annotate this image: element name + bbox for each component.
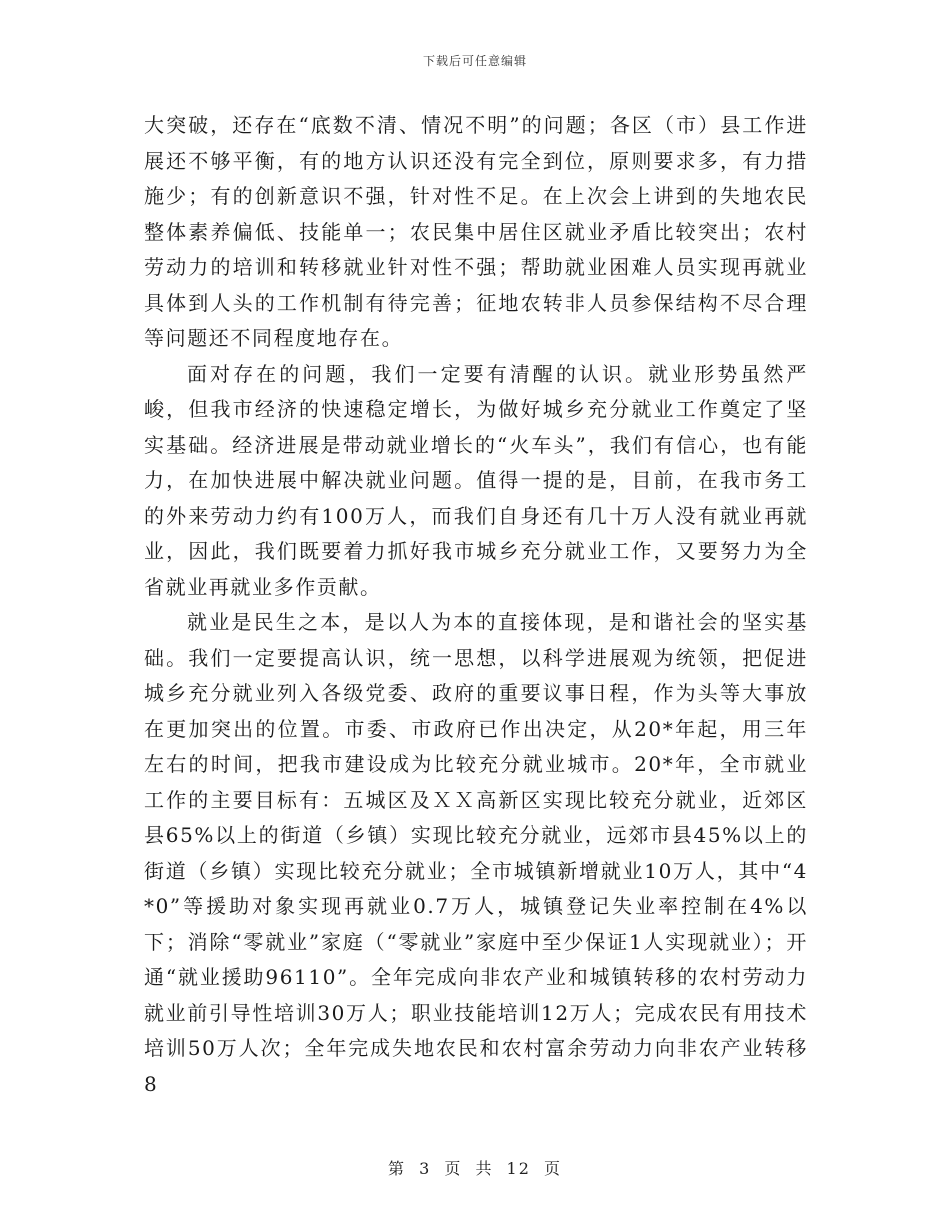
paragraph-problems-awareness: 面对存在的问题，我们一定要有清醒的认识。就业形势虽然严峻，但我市经济的快速稳定增长，为做好城乡充分就业工作奠定了坚实基础。经济进展是带动就业增长的“火车头”，我们有信心，也有能力，在加快进展中解决就业问题。值得一提的是，目前，在我市务工的外来劳动力约有100万人，而我们自身还有几十万人没有就业再就业，因此，我们既要着力抓好我市城乡充分就业工作，又要努力为全省就业再就业多作贡献。 <box>144 361 808 599</box>
page-number-footer: 第 3 页 共 12 页 <box>388 1159 562 1178</box>
document-body <box>144 108 808 1102</box>
paragraph-employment-goals: 就业是民生之本，是以人为本的直接体现，是和谐社会的坚实基础。我们一定要提高认识，统一思想，以科学进展观为统领，把促进城乡充分就业列入各级党委、政府的重要议事日程，作为头等大事放在更加突出的位置。市委、市政府已作出决定，从20*年起，用三年左右的时间，把我市建设成为比较充分就业城市。20*年，全市就业工作的主要目标有：五城区及ＸＸ高新区实现比较充分就业，近郊区县65%以上的街道（乡镇）实现比较充分就业，远郊市县45%以上的街道（乡镇）实现比较充分就业；全市城镇新增就业10万人，其中“4*0”等援助对象实现再就业0.7万人，城镇登记失业率控制在4%以下；消除“零就业”家庭（“零就业”家庭中至少保证1人实现就业）；开通“就业援助96110”。全年完成向非农产业和城镇转移的农村劳动力就业前引导性培训30万人；职业技能培训12万人；完成农民有用技术培训50万人次；全年完成失地农民和农村富余劳动力向非农产业转移8 <box>144 610 808 1096</box>
page-header: 下载后可任意编辑 <box>422 54 527 68</box>
paragraph-continued: 大突破，还存在“底数不清、情况不明”的问题；各区（市）县工作进展还不够平衡，有的地方认识还没有完全到位，原则要求多，有力措施少；有的创新意识不强，针对性不足。在上次会上讲到的失地农民整体素养偏低、技能单一；农民集中居住区就业矛盾比较突出；农村劳动力的培训和转移就业针对性不强；帮助就业困难人员实现再就业具体到人头的工作机制有待完善；征地农转非人员参保结构不尽合理等问题还不同程度地存在。 <box>144 113 808 350</box>
